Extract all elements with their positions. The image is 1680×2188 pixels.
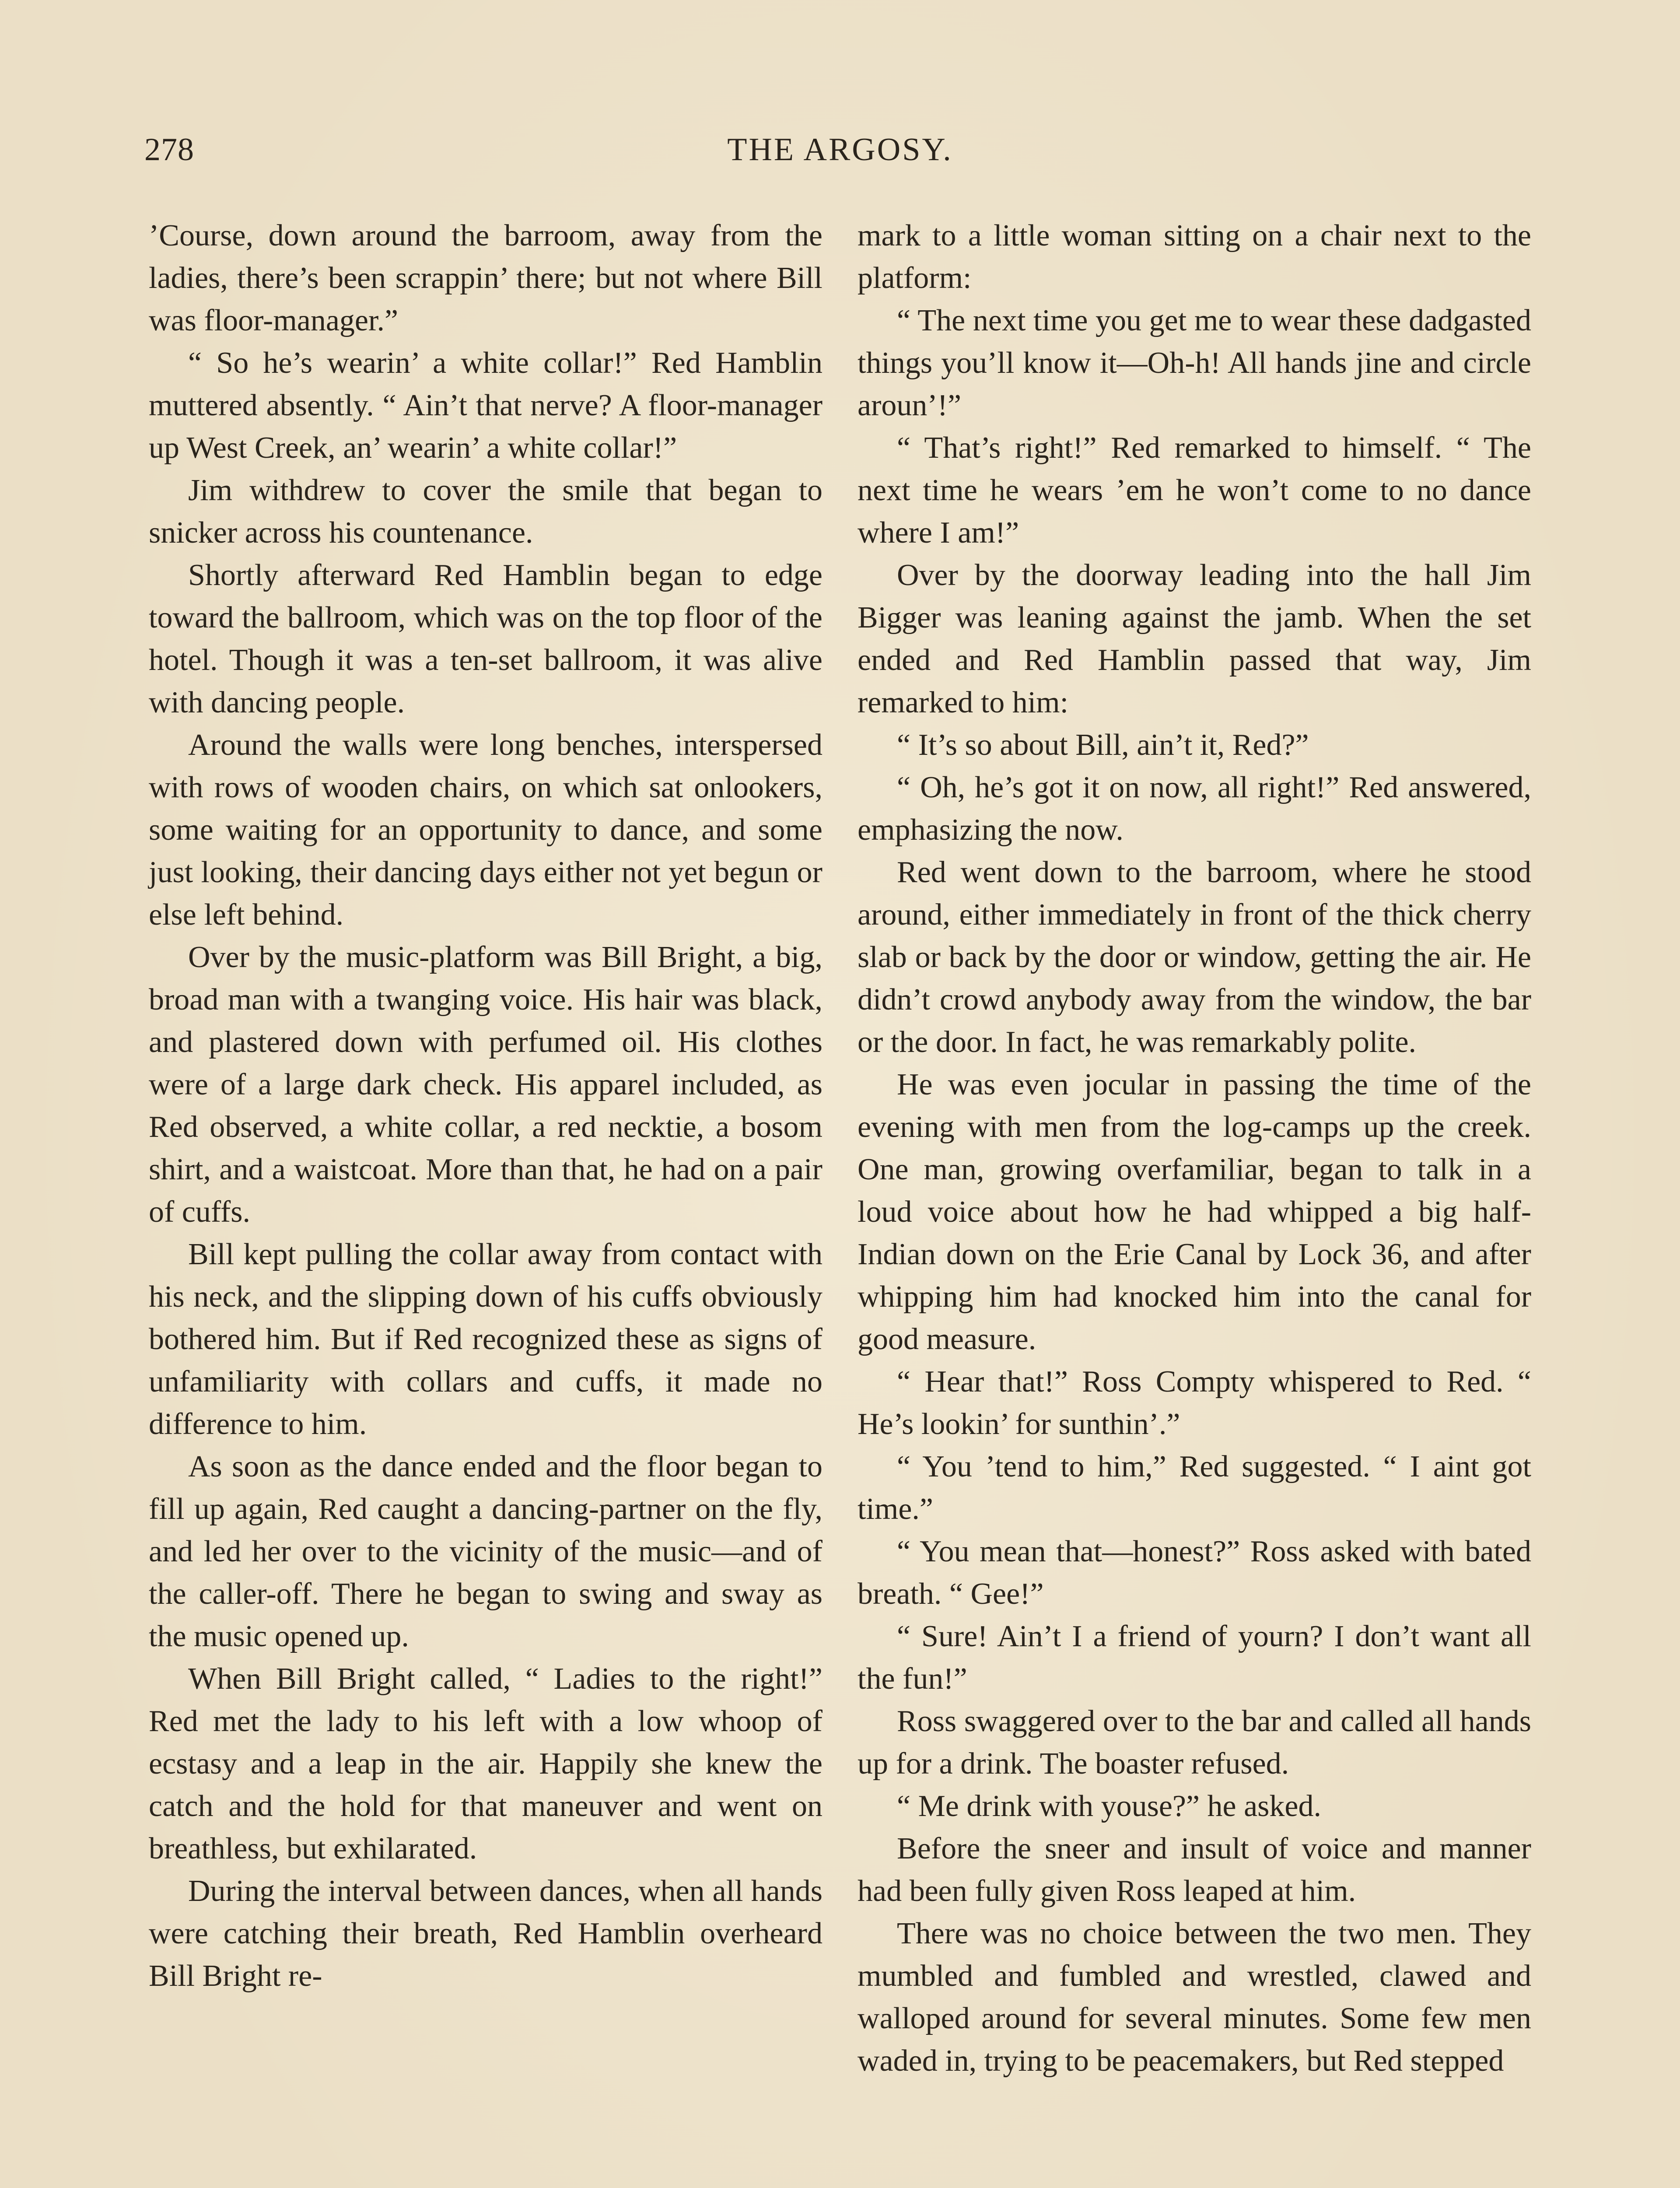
paragraph: “ You ’tend to him,” Red suggested. “ I aint got time.” bbox=[858, 1450, 1531, 1526]
paragraph: When Bill Bright called, “ Ladies to the right!” Red met the lady to his left with a low whoop of ecstasy and a leap in the air. Happily she knew the catch and the hold for that maneuver and went on breathless, but exhilarated. bbox=[149, 1662, 822, 1865]
paragraph: During the interval between dances, when all hands were catching their breath, Red Hamblin overheard Bill Bright re- bbox=[149, 1874, 822, 1993]
paragraph: “ You mean that—honest?” Ross asked with bated breath. “ Gee!” bbox=[858, 1535, 1531, 1611]
paragraph: Over by the doorway leading into the hall Jim Bigger was leaning against the jamb. When the set ended and Red Hamblin passed that way, Jim remarked to him: bbox=[858, 558, 1531, 719]
paragraph: Around the walls were long benches, interspersed with rows of wooden chairs, on which sat onlookers, some waiting for an opportunity to dance, and some just looking, their dancing days either not yet begun or else left behind. bbox=[149, 728, 822, 932]
paragraph: There was no choice between the two men. They mumbled and fumbled and wrestled, clawed and walloped around for several minutes. Some few men waded in, trying to be peacemakers, but Red stepped bbox=[858, 1917, 1531, 2078]
page-number: 278 bbox=[144, 132, 194, 168]
paragraph: He was even jocular in passing the time of the evening with men from the log-camps up the creek. One man, growing overfamiliar, began to talk in a loud voice about how he had whipped a big half-Indian down on the Erie Canal by Lock 36, and after whipping him had knocked him into the canal for good measure. bbox=[858, 1068, 1531, 1356]
right-column bbox=[858, 214, 1531, 2082]
paragraph: “ Me drink with youse?” he asked. bbox=[897, 1789, 1321, 1823]
paragraph: “ Oh, he’s got it on now, all right!” Red answered, emphasizing the now. bbox=[858, 771, 1531, 847]
paragraph: mark to a little woman sitting on a chair next to the platform: bbox=[858, 219, 1531, 295]
paragraph: “ Hear that!” Ross Compty whispered to Red. “ He’s lookin’ for sunthin’.” bbox=[858, 1365, 1531, 1441]
paragraph: As soon as the dance ended and the floor began to fill up again, Red caught a dancing-partner on the fly, and led her over to the vicinity of the music—and of the caller-off. There he began to swing and sway as the music opened up. bbox=[149, 1450, 822, 1653]
paragraph: Jim withdrew to cover the smile that began to snicker across his countenance. bbox=[149, 473, 822, 550]
running-title: THE ARGOSY. bbox=[727, 132, 953, 168]
left-column bbox=[149, 214, 822, 1997]
paragraph: Over by the music-platform was Bill Bright, a big, broad man with a twanging voice. His hair was black, and plastered down with perfumed oil. His clothes were of a large dark check. His apparel included, as Red observed, a white collar, a red necktie, a bosom shirt, and a waistcoat. More than that, he had on a pair of cuffs. bbox=[149, 940, 822, 1229]
page-header bbox=[144, 131, 1536, 184]
paragraph: “ The next time you get me to wear these dadgasted things you’ll know it—Oh-h! All hands jine and circle aroun’!” bbox=[858, 304, 1531, 422]
paragraph: Shortly afterward Red Hamblin began to edge toward the ballroom, which was on the top floor of the hotel. Though it was a ten-set ballroom, it was alive with dancing people. bbox=[149, 558, 822, 719]
paragraph: “ So he’s wearin’ a white collar!” Red Hamblin muttered absently. “ Ain’t that nerve? A floor-manager up West Creek, an’ wearin’ a white collar!” bbox=[149, 346, 822, 465]
paragraph: Red went down to the barroom, where he stood around, either immediately in front of the thick cherry slab or back by the door or window, getting the air. He didn’t crowd anybody away from the window, the bar or the door. In fact, he was remarkably polite. bbox=[858, 856, 1531, 1059]
paragraph: “ It’s so about Bill, ain’t it, Red?” bbox=[897, 728, 1309, 762]
paragraph: “ Sure! Ain’t I a friend of yourn? I don’t want all the fun!” bbox=[858, 1620, 1531, 1696]
paragraph: Before the sneer and insult of voice and manner had been fully given Ross leaped at him. bbox=[858, 1832, 1531, 1908]
paragraph: Bill kept pulling the collar away from contact with his neck, and the slipping down of his cuffs obviously bothered him. But if Red recognized these as signs of unfamiliarity with collars and cuffs, it made no difference to him. bbox=[149, 1238, 822, 1441]
paragraph: ’Course, down around the barroom, away from the ladies, there’s been scrappin’ there; but not where Bill was floor-manager.” bbox=[149, 219, 822, 337]
paragraph: “ That’s right!” Red remarked to himself. “ The next time he wears ’em he won’t come to no dance where I am!” bbox=[858, 431, 1531, 550]
paragraph: Ross swaggered over to the bar and called all hands up for a drink. The boaster refused. bbox=[858, 1704, 1531, 1781]
